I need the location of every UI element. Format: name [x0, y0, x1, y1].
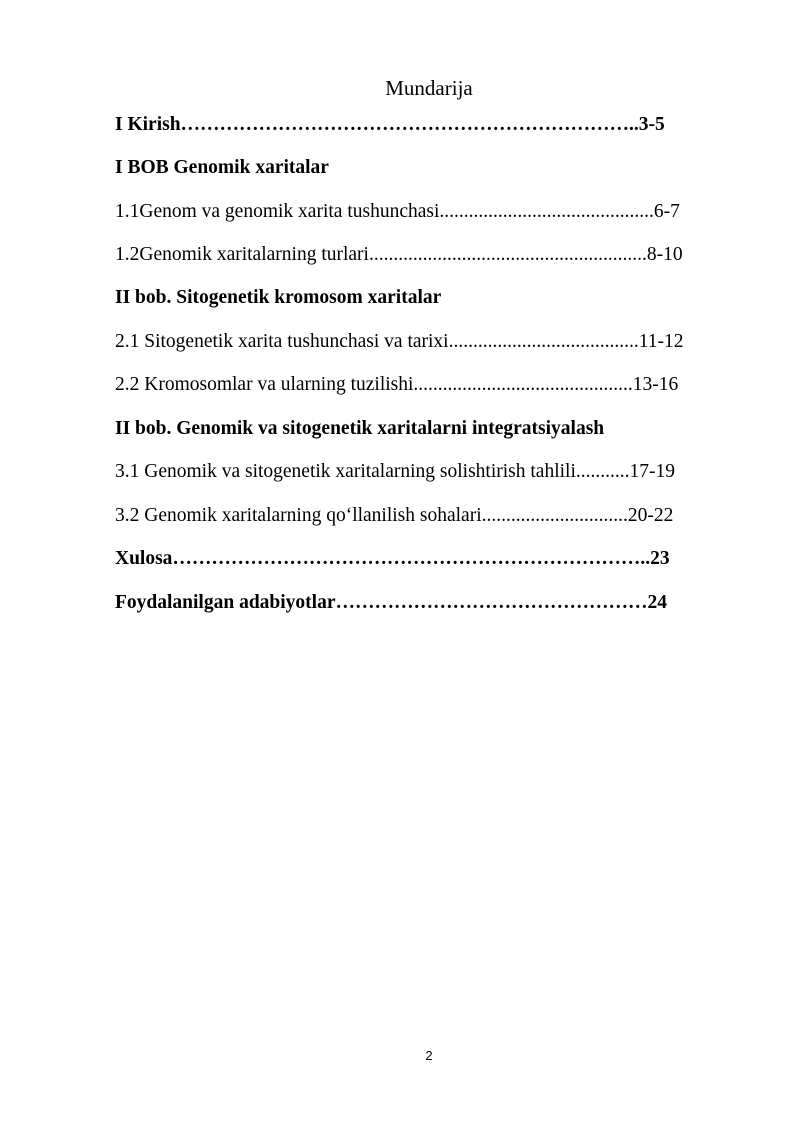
- toc-entry-chapter-1: I BOB Genomik xaritalar: [115, 157, 329, 178]
- toc-entry-1-2: 1.2Genomik xaritalarning turlari.........................................................8-10: [115, 244, 683, 265]
- toc-entry-xulosa: Xulosa………………………………………………………………..23: [115, 548, 670, 569]
- toc-entry-1-1: 1.1Genom va genomik xarita tushunchasi............................................6-7: [115, 201, 680, 222]
- toc-entry-adabiyotlar: Foydalanilgan adabiyotlar…………………………………………24: [115, 592, 667, 613]
- toc-entry-kirish: I Kirish……………………………………………………………..3-5: [115, 114, 665, 135]
- toc-title: Mundarija: [385, 76, 473, 100]
- toc-entry-chapter-2: II bob. Sitogenetik kromosom xaritalar: [115, 287, 442, 308]
- toc-entry-2-1: 2.1 Sitogenetik xarita tushunchasi va tarixi.......................................11-12: [115, 331, 684, 352]
- toc-entry-2-2: 2.2 Kromosomlar va ularning tuzilishi.............................................13-16: [115, 374, 679, 395]
- toc-entry-3-2: 3.2 Genomik xaritalarning qo‘llanilish sohalari..............................20-22: [115, 505, 674, 526]
- toc-entry-chapter-3: II bob. Genomik va sitogenetik xaritalarni integratsiyalash: [115, 418, 605, 439]
- page-number: 2: [425, 1048, 433, 1063]
- toc-entry-3-1: 3.1 Genomik va sitogenetik xaritalarning solishtirish tahlili...........17-19: [115, 461, 676, 482]
